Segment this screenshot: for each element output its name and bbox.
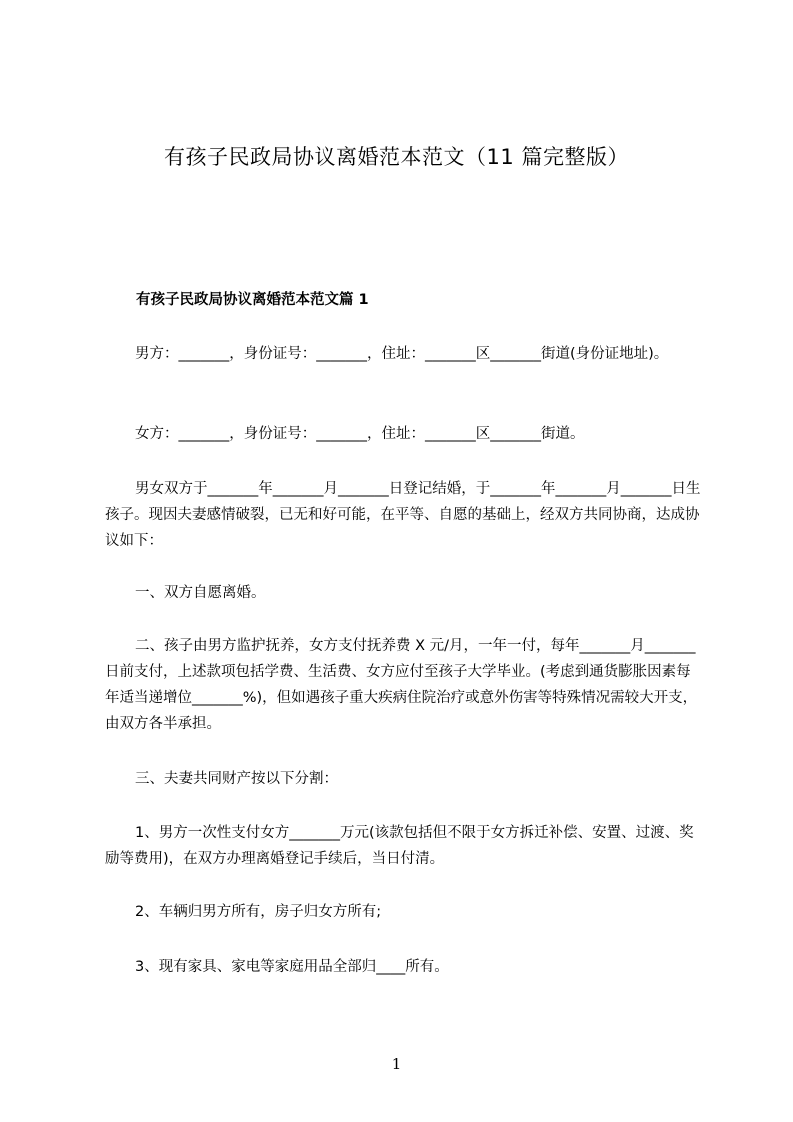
paragraph-clause-3-property: 三、夫妻共同财产按以下分割：	[135, 771, 338, 787]
paragraph-property-item-1: 1、男方一次性支付女方_______万元(该款包括但不限于女方拆迁补偿、安置、过渡、奖励等费用)，在双方办理离婚登记手续后，当日付清。	[105, 825, 694, 867]
paragraph-property-item-2: 2、车辆归男方所有，房子归女方所有;	[135, 904, 382, 920]
paragraph-clause-2-custody: 二、孩子由男方监护抚养，女方支付抚养费 X 元/月，一年一付，每年_______月_______日前支付，上述款项包括学费、生活费、女方应付至孩子大学毕业。(考虑到通货膨胀因素每年适当递增位_______%)，但如遇孩子重大疾病住院治疗或意外伤害等特殊情况需较大开支，由双方各半承担。	[105, 638, 698, 732]
section-heading: 有孩子民政局协议离婚范本范文篇 1	[136, 292, 369, 308]
paragraph-wife-info: 女方：_______，身份证号：_______，住址：_______区_______街道。	[135, 426, 585, 442]
paragraph-marriage-background: 男女双方于_______年_______月_______日登记结婚，于_______年_______月_______日生孩子。现因夫妻感情破裂，已无和好可能，在平等、自愿的基础上，经双方共同协商，达成协议如下：	[105, 481, 701, 549]
paragraph-clause-1: 一、双方自愿离婚。	[135, 585, 266, 601]
paragraph-husband-info: 男方：_______，身份证号：_______，住址：_______区_______街道(身份证地址)。	[135, 346, 669, 362]
page-number: 1	[391, 1055, 402, 1073]
paragraph-property-item-3: 3、现有家具、家电等家庭用品全部归____所有。	[135, 959, 449, 975]
page-title: 有孩子民政局协议离婚范本范文（11 篇完整版）	[164, 145, 629, 169]
